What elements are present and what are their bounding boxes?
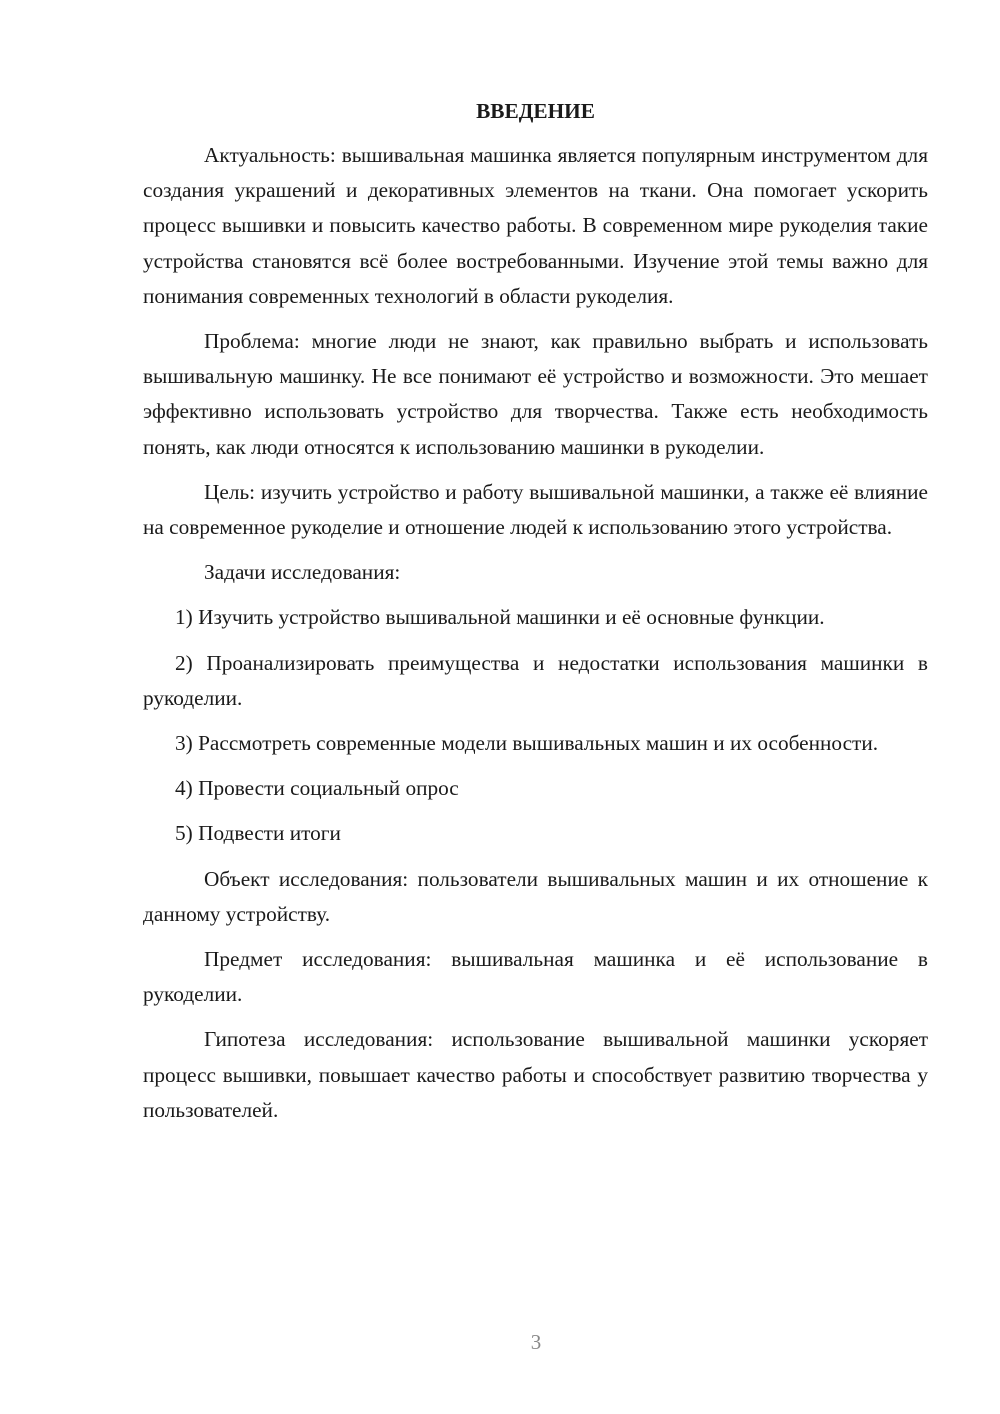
task-item: 3) Рассмотреть современные модели вышивальных машин и их особенности. [175,731,879,756]
subject-paragraph: Предмет исследования: вышивальная машинка и её использование в рукоделии. [143,947,928,1007]
task-item: 2) Проанализировать преимущества и недостатки использования машинки в рукоделии. [143,650,928,710]
object-paragraph: Объект исследования: пользователи вышивальных машин и их отношение к данному устройству. [143,866,928,926]
goal-paragraph: Цель: изучить устройство и работу вышивальной машинки, а также её влияние на современное рукоделие и отношение людей к использованию этого устройства. [143,479,928,540]
page-title: ВВЕДЕНИЕ [476,99,595,123]
document-page [143,94,928,1138]
relevance-paragraph: Актуальность: вышивальная машинка является популярным инструментом для создания украшений и декоративных элементов на ткани. Она помогает ускорить процесс вышивки и повысить качество работы. В современном мире рукоделия такие устройства становятся всё более востребованными. Изучение этой темы важно для понимания современных технологий в области рукоделия. [143,143,928,308]
task-item: 1) Изучить устройство вышивальной машинки и её основные функции. [175,605,825,630]
task-item: 5) Подвести итоги [175,821,341,846]
page-number: 3 [530,1330,542,1354]
task-item: 4) Провести социальный опрос [175,776,459,801]
hypothesis-paragraph: Гипотеза исследования: использование вышивальной машинки ускоряет процесс вышивки, повышает качество работы и способствует развитию творчества у пользователей. [143,1027,928,1122]
tasks-heading: Задачи исследования: [204,560,401,585]
problem-paragraph: Проблема: многие люди не знают, как правильно выбрать и использовать вышивальную машинку. Не все понимают её устройство и возможности. Это мешает эффективно использовать устройство для творчества. Также есть необходимость понять, как люди относятся к использованию машинки в рукоделии. [143,329,928,459]
